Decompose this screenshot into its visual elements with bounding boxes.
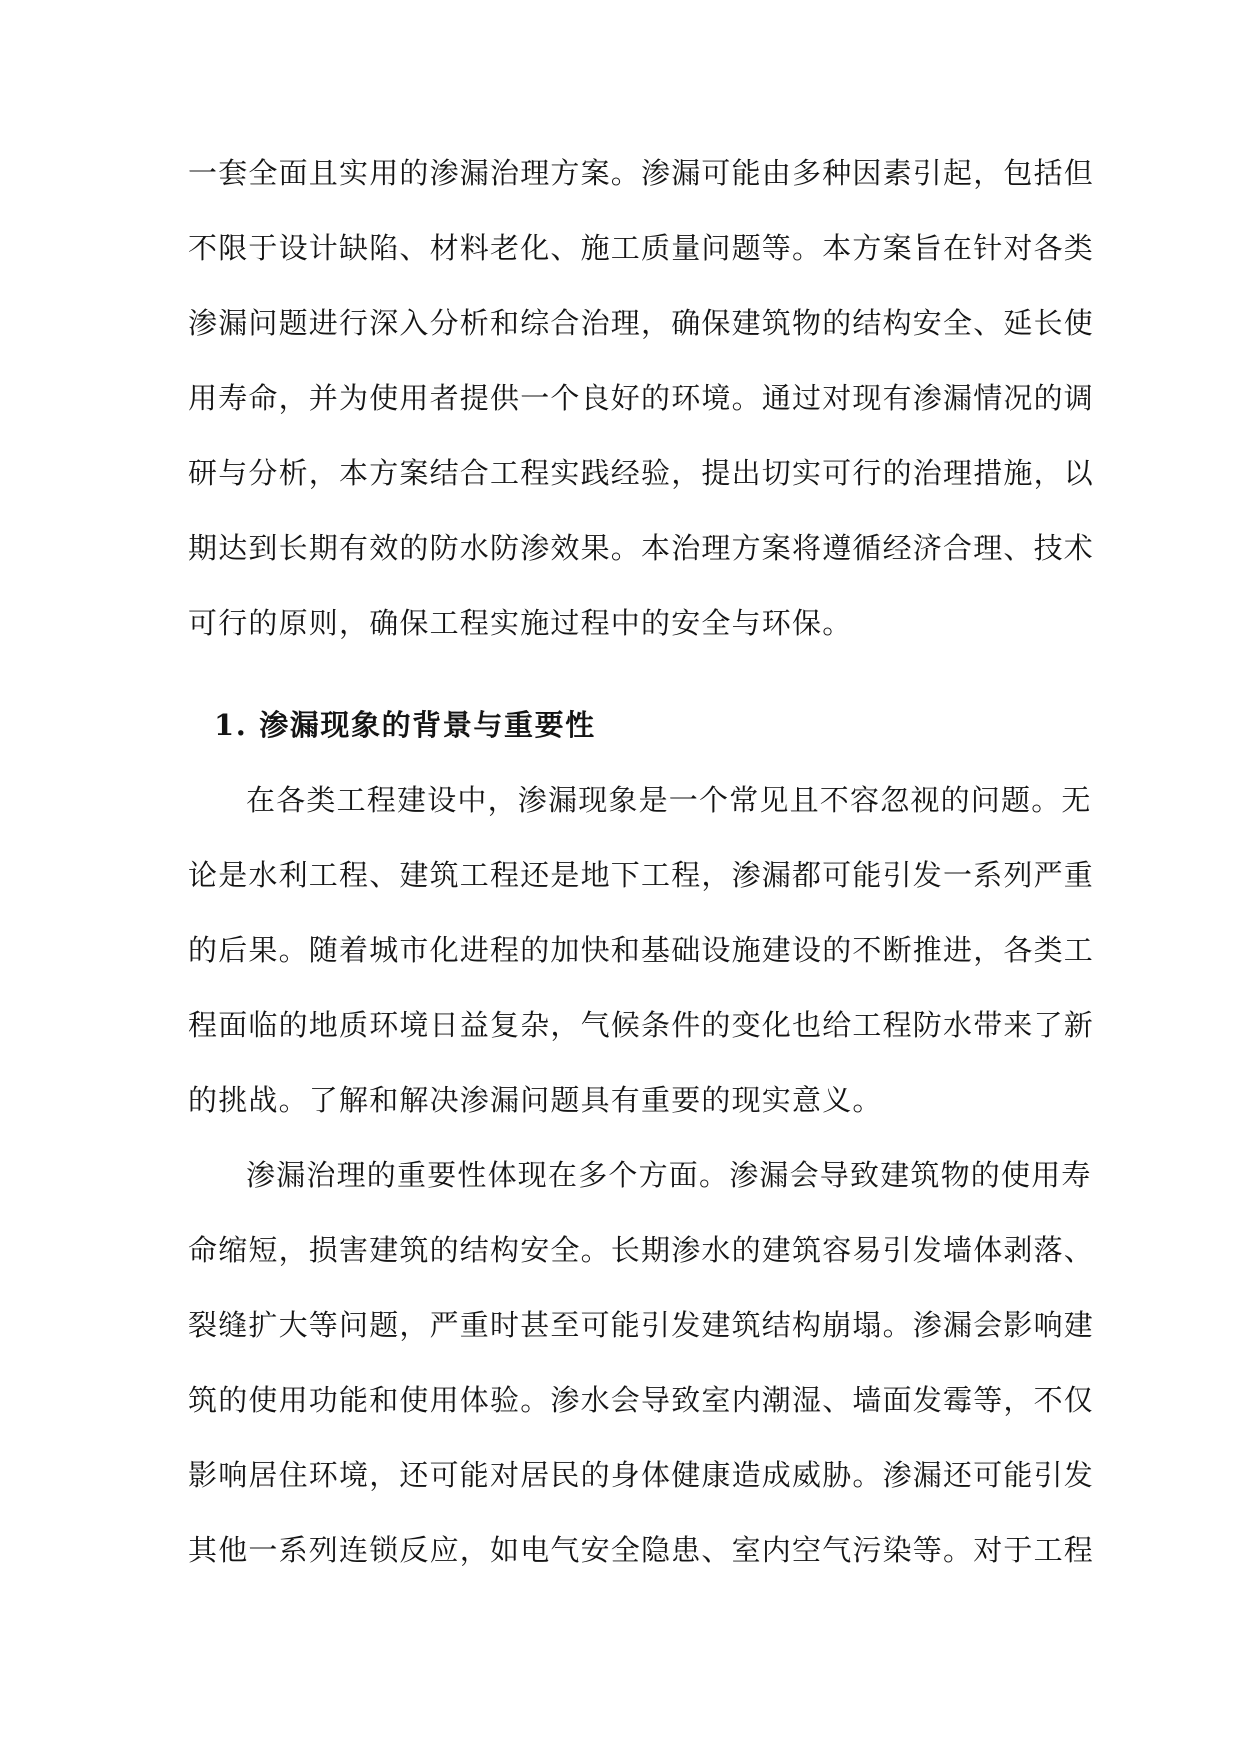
section-paragraph-2 <box>188 1150 1095 1600</box>
section-heading: 1. 渗漏现象的背景与重要性 <box>214 708 596 742</box>
text-line: 渗漏治理的重要性体现在多个方面。渗漏会导致建筑物的使用寿 <box>246 1158 1092 1192</box>
section-paragraph-1 <box>188 775 1095 1150</box>
text-line: 研与分析，本方案结合工程实践经验，提出切实可行的治理措施，以 <box>188 456 1095 490</box>
intro-paragraph <box>188 148 1095 673</box>
text-line: 命缩短，损害建筑的结构安全。长期渗水的建筑容易引发墙体剥落、 <box>188 1233 1095 1267</box>
text-line: 其他一系列连锁反应，如电气安全隐患、室内空气污染等。对于工程 <box>188 1533 1095 1567</box>
text-line: 程面临的地质环境日益复杂，气候条件的变化也给工程防水带来了新 <box>188 1008 1095 1042</box>
text-line: 用寿命，并为使用者提供一个良好的环境。通过对现有渗漏情况的调 <box>188 381 1095 415</box>
text-line: 渗漏问题进行深入分析和综合治理，确保建筑物的结构安全、延长使 <box>188 306 1095 340</box>
text-line: 的后果。随着城市化进程的加快和基础设施建设的不断推进，各类工 <box>188 933 1095 967</box>
text-line: 裂缝扩大等问题，严重时甚至可能引发建筑结构崩塌。渗漏会影响建 <box>188 1308 1095 1342</box>
text-line: 一套全面且实用的渗漏治理方案。渗漏可能由多种因素引起，包括但 <box>188 156 1095 190</box>
text-line: 不限于设计缺陷、材料老化、施工质量问题等。本方案旨在针对各类 <box>188 231 1095 265</box>
text-line: 影响居住环境，还可能对居民的身体健康造成威胁。渗漏还可能引发 <box>188 1458 1095 1492</box>
text-line: 在各类工程建设中，渗漏现象是一个常见且不容忽视的问题。无 <box>246 783 1092 817</box>
text-line: 论是水利工程、建筑工程还是地下工程，渗漏都可能引发一系列严重 <box>188 858 1095 892</box>
text-line: 筑的使用功能和使用体验。渗水会导致室内潮湿、墙面发霉等，不仅 <box>188 1383 1095 1417</box>
text-line: 期达到长期有效的防水防渗效果。本治理方案将遵循经济合理、技术 <box>188 531 1095 565</box>
text-line: 的挑战。了解和解决渗漏问题具有重要的现实意义。 <box>188 1083 883 1117</box>
text-line: 可行的原则，确保工程实施过程中的安全与环保。 <box>188 606 853 640</box>
document-page <box>188 148 1095 1600</box>
